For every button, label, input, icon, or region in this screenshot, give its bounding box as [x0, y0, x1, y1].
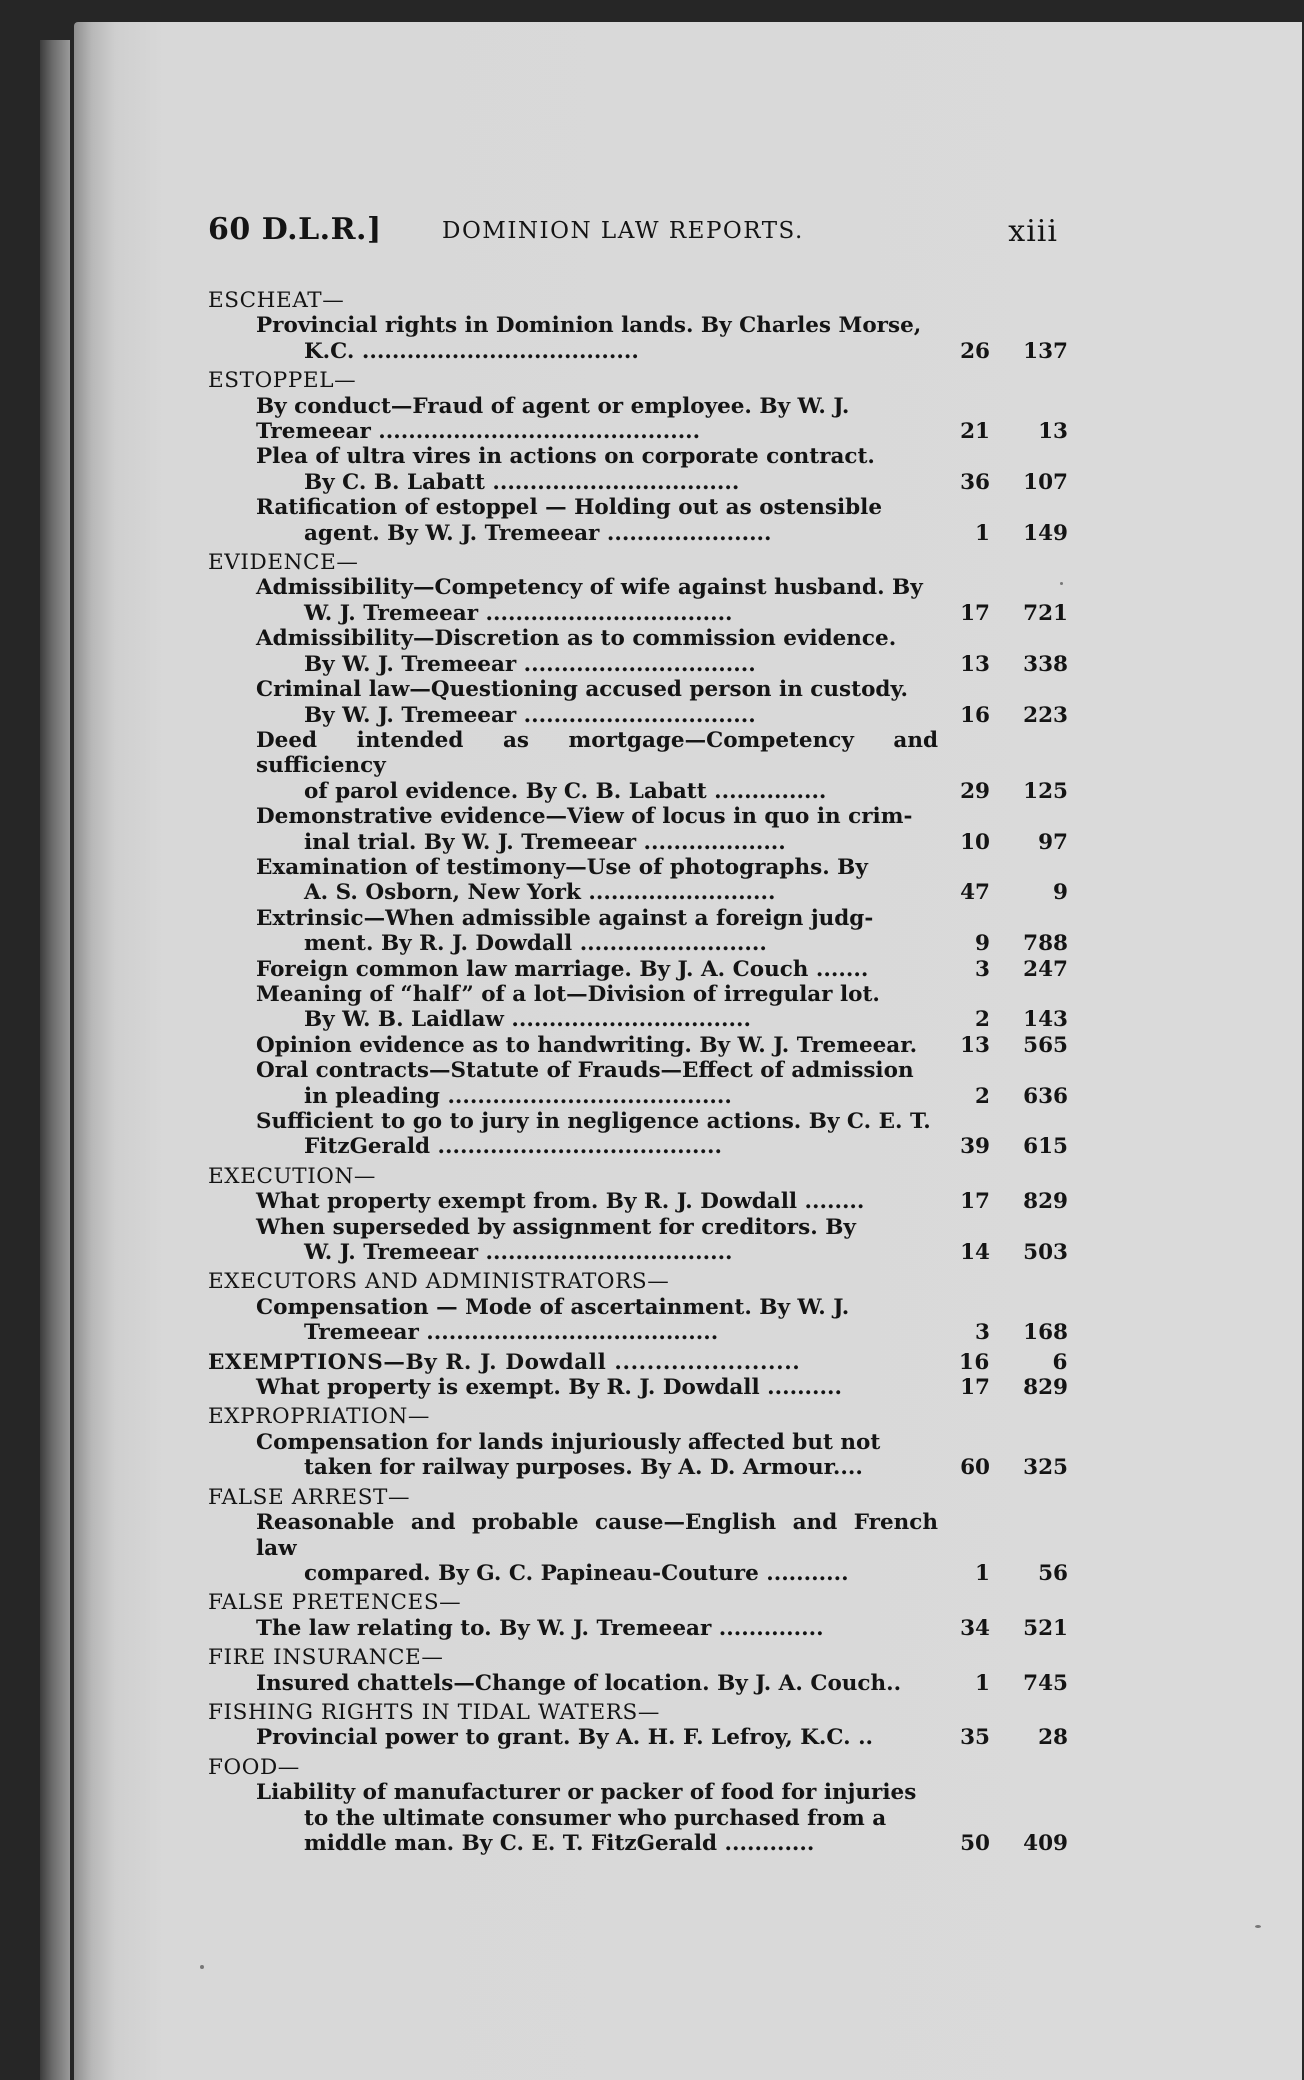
entry-text	[256, 444, 938, 495]
entry-text	[256, 855, 938, 906]
citation-numbers	[918, 419, 1068, 444]
index-entry	[208, 982, 1068, 1033]
entry-line: Sufficient to go to jury in negligence actions. By C. E. T.	[256, 1109, 931, 1134]
citation-numbers	[918, 1084, 1068, 1109]
entry-text	[256, 1295, 938, 1346]
citation-volume: 60	[960, 1455, 990, 1481]
entry-text	[256, 1616, 938, 1641]
index-entry	[208, 1510, 1068, 1586]
citation-page: 636	[1023, 1083, 1068, 1109]
header-volume: 60 D.L.R.]	[208, 212, 382, 247]
entry-line: Compensation for lands injuriously affected but not	[256, 1429, 881, 1455]
entry-text	[256, 1671, 938, 1696]
index-heading	[208, 550, 1068, 575]
entry-text	[256, 1725, 938, 1750]
entry-line: Meaning of “half” of a lot—Division of irregular lot.	[256, 981, 880, 1007]
heading-text: EVIDENCE—	[208, 550, 359, 576]
citation-numbers	[918, 1561, 1068, 1586]
index-entry	[208, 728, 1068, 804]
entry-line: compared. By G. C. Papineau-Couture ...........	[304, 1560, 849, 1586]
entry-text	[256, 1033, 938, 1058]
index-entry	[208, 1295, 1068, 1346]
index-heading	[208, 1755, 1068, 1780]
entry-text	[256, 728, 938, 804]
citation-numbers	[918, 601, 1068, 626]
index-heading	[208, 1164, 1068, 1189]
index-heading	[208, 1645, 1068, 1670]
citation-numbers	[918, 1726, 1068, 1751]
citation-numbers	[918, 1135, 1068, 1160]
citation-page: 28	[1038, 1725, 1068, 1751]
entry-line: Compensation — Mode of ascertainment. By W. J.	[256, 1294, 850, 1320]
entry-text	[256, 677, 938, 728]
citation-volume: 17	[960, 1189, 990, 1215]
index-entry	[208, 394, 1068, 445]
print-speck	[200, 1965, 204, 1969]
citation-volume: 2	[975, 1007, 990, 1033]
entry-line: By C. B. Labatt .................................	[304, 469, 740, 495]
header-title: DOMINION LAW REPORTS.	[442, 218, 804, 244]
entry-line: Plea of ultra vires in actions on corporate contract.	[256, 444, 875, 470]
entry-line: A. S. Osborn, New York .........................	[304, 880, 776, 906]
citation-numbers	[918, 957, 1068, 982]
entry-text	[256, 495, 938, 546]
citation-page: 829	[1023, 1375, 1068, 1401]
entry-line: Insured chattels—Change of location. By J. A. Couch..	[256, 1670, 902, 1696]
heading-text: FALSE PRETENCES—	[208, 1590, 462, 1616]
citation-volume: 47	[960, 880, 990, 906]
citation-volume: 13	[960, 651, 990, 677]
citation-volume: 10	[960, 829, 990, 855]
citation-numbers	[918, 470, 1068, 495]
citation-numbers	[918, 1616, 1068, 1641]
index-entry	[208, 1189, 1068, 1214]
citation-page: 56	[1038, 1560, 1068, 1586]
entry-line: When superseded by assignment for creditors. By	[256, 1214, 856, 1240]
index-entry	[208, 313, 1068, 364]
heading-text: FIRE INSURANCE—	[208, 1645, 444, 1671]
citation-page: 149	[1023, 520, 1068, 546]
citation-numbers	[918, 1190, 1068, 1215]
citation-page: 503	[1023, 1240, 1068, 1266]
heading-text: ESCHEAT—	[208, 288, 345, 313]
citation-volume: 2	[975, 1083, 990, 1109]
index-entry	[208, 1058, 1068, 1109]
entry-line: Provincial power to grant. By A. H. F. Lefroy, K.C. ..	[256, 1725, 874, 1751]
citation-page: 6	[1052, 1349, 1068, 1375]
citation-volume: 35	[960, 1725, 990, 1751]
citation-volume: 9	[975, 931, 990, 957]
index-heading	[208, 1269, 1068, 1294]
citation-volume: 3	[975, 956, 990, 982]
heading-text: FALSE ARREST—	[208, 1484, 411, 1510]
citation-numbers	[918, 339, 1068, 364]
index-entry	[208, 804, 1068, 855]
entry-line: Oral contracts—Statute of Frauds—Effect of admission	[256, 1058, 914, 1084]
entry-text	[256, 982, 938, 1033]
citation-numbers	[918, 652, 1068, 677]
citation-page: 143	[1023, 1007, 1068, 1033]
index-entry	[208, 575, 1068, 626]
entry-line: What property exempt from. By R. J. Dowdall ........	[256, 1189, 865, 1215]
citation-page: 107	[1023, 469, 1068, 495]
index-entry	[208, 1033, 1068, 1058]
subject-index	[208, 288, 1068, 1856]
entry-text	[256, 575, 938, 626]
index-entry	[208, 1671, 1068, 1696]
header-page-number: xiii	[1008, 214, 1058, 249]
index-entry	[208, 444, 1068, 495]
entry-line: Liability of manufacturer or packer of food for injuries	[256, 1780, 917, 1806]
citation-volume: 13	[960, 1032, 990, 1058]
citation-numbers	[918, 830, 1068, 855]
citation-volume: 1	[975, 1560, 990, 1586]
index-entry	[208, 626, 1068, 677]
index-entry	[208, 957, 1068, 982]
citation-volume: 17	[960, 600, 990, 626]
citation-page: 721	[1023, 600, 1068, 626]
index-heading	[208, 1590, 1068, 1615]
citation-page: 325	[1023, 1455, 1068, 1481]
entry-line: By W. J. Tremeear ...............................	[304, 651, 756, 677]
index-heading	[208, 1485, 1068, 1510]
index-heading	[208, 1700, 1068, 1725]
citation-volume: 34	[960, 1615, 990, 1641]
entry-text	[256, 394, 938, 445]
entry-line: agent. By W. J. Tremeear ......................	[304, 520, 772, 546]
citation-volume: 1	[975, 1670, 990, 1696]
entry-line: Reasonable and probable cause—English and French law	[256, 1510, 938, 1561]
entry-text	[256, 906, 938, 957]
index-entry	[208, 1430, 1068, 1481]
running-header	[208, 212, 1058, 262]
citation-volume: 39	[960, 1134, 990, 1160]
citation-page: 168	[1023, 1320, 1068, 1346]
entry-line: W. J. Tremeear .................................	[304, 600, 733, 626]
index-heading	[208, 1350, 1068, 1375]
citation-page: 829	[1023, 1189, 1068, 1215]
heading-text: EXECUTORS AND ADMINISTRATORS—	[208, 1269, 670, 1295]
citation-volume: 1	[975, 520, 990, 546]
index-entry	[208, 855, 1068, 906]
entry-line: Examination of testimony—Use of photographs. By	[256, 854, 868, 880]
citation-numbers	[918, 1831, 1068, 1856]
entry-line: Foreign common law marriage. By J. A. Couch .......	[256, 956, 869, 982]
index-entry	[208, 1215, 1068, 1266]
citation-page: 409	[1023, 1830, 1068, 1856]
citation-page: 338	[1023, 651, 1068, 677]
entry-text	[256, 957, 938, 982]
entry-line: By conduct—Fraud of agent or employee. By W. J.	[256, 393, 850, 419]
index-heading	[208, 1404, 1068, 1429]
entry-line: of parol evidence. By C. B. Labatt ...............	[304, 778, 827, 804]
citation-volume: 16	[958, 1349, 990, 1375]
entry-line: taken for railway purposes. By A. D. Armour....	[304, 1455, 863, 1481]
citation-page: 9	[1053, 880, 1068, 906]
citation-numbers	[918, 703, 1068, 728]
citation-page: 13	[1038, 419, 1068, 445]
heading-text: EXECUTION—	[208, 1163, 377, 1189]
citation-volume: 16	[960, 702, 990, 728]
entry-text	[256, 1189, 938, 1214]
entry-text	[256, 1780, 938, 1856]
index-entry	[208, 1725, 1068, 1750]
citation-numbers	[918, 881, 1068, 906]
citation-numbers	[918, 1240, 1068, 1265]
entry-line: What property is exempt. By R. J. Dowdall ..........	[256, 1375, 842, 1401]
citation-volume: 21	[960, 419, 990, 445]
citation-numbers	[918, 779, 1068, 804]
entry-line: Tremeear ...........................................	[256, 419, 701, 445]
entry-line: to the ultimate consumer who purchased from a	[304, 1805, 887, 1831]
citation-volume: 29	[960, 778, 990, 804]
index-heading	[208, 288, 1068, 313]
citation-numbers	[918, 1008, 1068, 1033]
print-speck	[1255, 1925, 1261, 1928]
citation-numbers	[918, 1350, 1068, 1375]
entry-text	[256, 1215, 938, 1266]
heading-text: EXEMPTIONS—By R. J. Dowdall .......................	[208, 1349, 801, 1375]
entry-line: Demonstrative evidence—View of locus in quo in crim-	[256, 804, 913, 830]
print-speck	[1060, 582, 1063, 585]
citation-volume: 14	[960, 1240, 990, 1266]
entry-line: W. J. Tremeear .................................	[304, 1240, 733, 1266]
citation-numbers	[918, 1375, 1068, 1400]
citation-page: 223	[1023, 702, 1068, 728]
citation-page: 97	[1038, 829, 1068, 855]
index-entry	[208, 495, 1068, 546]
citation-page: 125	[1023, 778, 1068, 804]
entry-text	[256, 313, 938, 364]
citation-numbers	[918, 1671, 1068, 1696]
entry-line: Provincial rights in Dominion lands. By Charles Morse,	[256, 313, 922, 339]
citation-page: 565	[1023, 1032, 1068, 1058]
entry-line: By W. B. Laidlaw ................................	[304, 1007, 751, 1033]
heading-text: FISHING RIGHTS IN TIDAL WATERS—	[208, 1699, 660, 1725]
index-entry	[208, 906, 1068, 957]
entry-text	[256, 626, 938, 677]
entry-line: Criminal law—Questioning accused person in custody.	[256, 677, 908, 703]
entry-text	[256, 1375, 938, 1400]
index-heading	[208, 368, 1068, 393]
citation-numbers	[918, 932, 1068, 957]
citation-numbers	[918, 1033, 1068, 1058]
entry-text	[256, 1510, 938, 1586]
citation-page: 247	[1023, 956, 1068, 982]
citation-page: 615	[1023, 1134, 1068, 1160]
citation-volume: 36	[960, 469, 990, 495]
citation-page: 788	[1023, 931, 1068, 957]
index-entry	[208, 1109, 1068, 1160]
citation-volume: 50	[960, 1830, 990, 1856]
entry-line: Deed intended as mortgage—Competency and sufficiency	[256, 727, 938, 779]
citation-page: 521	[1023, 1615, 1068, 1641]
index-entry	[208, 1375, 1068, 1400]
entry-text	[256, 1430, 938, 1481]
citation-volume: 3	[975, 1320, 990, 1346]
heading-text: FOOD—	[208, 1754, 300, 1780]
index-entry	[208, 677, 1068, 728]
entry-line: K.C. .....................................	[304, 338, 639, 364]
citation-volume: 26	[960, 338, 990, 364]
entry-line: Admissibility—Competency of wife against husband. By	[256, 575, 923, 601]
index-entry	[208, 1780, 1068, 1856]
entry-text	[256, 1109, 938, 1160]
heading-text: EXPROPRIATION—	[208, 1404, 430, 1430]
entry-text	[256, 1058, 938, 1109]
citation-page: 745	[1023, 1670, 1068, 1696]
entry-line: FitzGerald ......................................	[304, 1134, 722, 1160]
citation-page: 137	[1023, 338, 1068, 364]
entry-line: middle man. By C. E. T. FitzGerald ............	[304, 1830, 815, 1856]
entry-line: inal trial. By W. J. Tremeear ...................	[304, 829, 786, 855]
citation-numbers	[918, 521, 1068, 546]
entry-line: Tremeear .......................................	[304, 1320, 719, 1346]
entry-line: Admissibility—Discretion as to commission evidence.	[256, 626, 897, 652]
entry-line: ment. By R. J. Dowdall .........................	[304, 931, 767, 957]
entry-line: Ratification of estoppel — Holding out as ostensible	[256, 495, 883, 521]
citation-numbers	[918, 1321, 1068, 1346]
entry-line: By W. J. Tremeear ...............................	[304, 702, 756, 728]
heading-text: ESTOPPEL—	[208, 368, 357, 394]
index-entry	[208, 1616, 1068, 1641]
entry-line: Opinion evidence as to handwriting. By W. J. Tremeear.	[256, 1032, 918, 1058]
citation-numbers	[918, 1456, 1068, 1481]
citation-volume: 17	[960, 1375, 990, 1401]
entry-text	[256, 804, 938, 855]
entry-line: in pleading ......................................	[304, 1083, 732, 1109]
entry-line: Extrinsic—When admissible against a foreign judg-	[256, 905, 874, 931]
entry-line: The law relating to. By W. J. Tremeear ..............	[256, 1615, 824, 1641]
